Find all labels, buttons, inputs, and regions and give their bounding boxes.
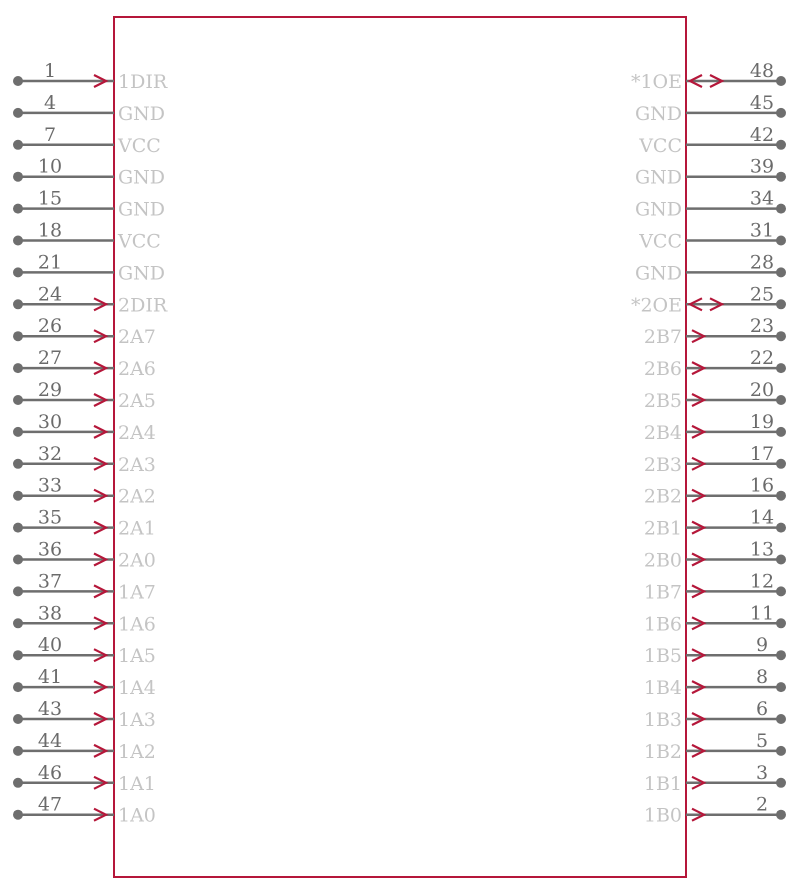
left-pin-38 [13,602,156,635]
pin-label: 1B5 [643,645,682,668]
right-pin-22 [644,347,786,380]
pin-label: 1B2 [643,740,682,763]
pin-endpoint-dot [13,586,23,596]
right-pin-28 [635,251,786,284]
pin-label: VCC [639,230,682,253]
right-pin-12 [644,570,786,603]
pin-label: VCC [118,230,161,253]
pin-number: 47 [37,793,63,816]
right-pin-9 [644,634,786,667]
pin-endpoint-dot [13,714,23,724]
right-pin-45 [635,92,786,125]
pin-label: GND [118,262,166,285]
pin-label: 2B2 [643,485,682,508]
left-pin-43 [13,698,156,731]
pin-endpoint-dot [13,172,23,182]
pin-endpoint-dot [776,236,786,246]
left-pin-27 [13,347,156,380]
right-pin-5 [644,730,786,763]
pin-number: 25 [749,283,775,306]
pin-label: 1A2 [118,740,156,763]
left-pin-35 [13,507,156,540]
pin-number: 33 [37,474,63,497]
pin-endpoint-dot [776,204,786,214]
pin-number: 31 [749,219,775,242]
left-pin-7 [13,124,161,157]
pin-number: 9 [755,634,769,657]
pin-number: 19 [749,410,775,433]
pin-endpoint-dot [13,76,23,86]
pin-number: 13 [749,538,775,561]
pin-number: 6 [755,698,769,720]
pin-endpoint-dot [13,204,23,214]
left-pin-21 [13,251,165,284]
pin-endpoint-dot [776,395,786,405]
pin-number: 23 [749,315,775,338]
pin-label: 1B4 [643,677,682,700]
pin-number: 39 [749,155,775,178]
pin-label: 2A7 [118,326,156,349]
pin-number: 26 [37,315,63,338]
pin-number: 18 [37,219,63,242]
pin-label: VCC [639,134,682,157]
pin-endpoint-dot [776,172,786,182]
right-pin-16 [644,475,786,508]
pin-number: 29 [37,379,63,401]
left-pin-1 [13,60,168,93]
pin-number: 41 [37,666,63,689]
pin-endpoint-dot [13,555,23,565]
pin-endpoint-dot [776,459,786,469]
pin-endpoint-dot [13,459,23,469]
pin-number: 7 [43,123,57,146]
pin-number: 21 [37,251,63,274]
pin-endpoint-dot [776,586,786,596]
pin-label: 1A6 [118,613,156,636]
pin-endpoint-dot [13,746,23,756]
pin-label: 1B1 [643,772,682,795]
right-pin-48 [631,60,786,93]
pin-number: 38 [37,602,63,625]
pin-number: 48 [749,60,775,82]
pin-label: 2A5 [118,390,156,412]
pin-endpoint-dot [776,810,786,820]
pin-endpoint-dot [776,267,786,277]
pin-number: 40 [37,634,63,657]
pin-endpoint-dot [776,714,786,724]
pin-number: 30 [37,410,63,433]
left-pin-26 [13,315,156,348]
right-pin-6 [644,698,786,731]
pin-label: GND [634,102,682,125]
right-pin-8 [644,666,786,699]
pin-label: *1OE [630,71,682,93]
pin-number: 28 [749,251,775,274]
pin-number: 14 [749,506,775,529]
pin-endpoint-dot [776,140,786,150]
left-pin-36 [13,539,156,572]
pin-endpoint-dot [13,299,23,309]
pin-endpoint-dot [776,555,786,565]
pin-number: 11 [749,602,775,625]
pin-number: 35 [37,506,63,529]
pin-label: 2B7 [643,326,682,349]
right-pin-3 [644,762,786,795]
pin-endpoint-dot [13,650,23,660]
pin-label: 2A0 [118,549,156,572]
left-pin-10 [13,156,165,189]
right-pin-11 [644,602,786,635]
pin-label: 2B3 [643,453,682,476]
pin-label: GND [118,198,166,221]
pin-label: 2B5 [643,390,682,412]
right-pin-20 [644,379,786,412]
right-pin-17 [644,443,786,476]
pin-endpoint-dot [776,746,786,756]
pin-label: GND [634,166,682,189]
pin-endpoint-dot [13,618,23,628]
pin-number: 32 [37,442,63,465]
pin-label: 1A5 [118,645,156,668]
right-pin-14 [644,507,786,540]
left-pin-46 [13,762,156,795]
pin-label: GND [634,262,682,285]
pin-number: 16 [749,474,775,497]
pin-endpoint-dot [776,618,786,628]
pin-label: 1B7 [643,581,682,604]
left-pin-4 [13,92,165,125]
pin-number: 5 [755,729,769,752]
pin-number: 15 [37,187,63,210]
pin-label: 2A6 [118,358,156,381]
pin-endpoint-dot [13,140,23,150]
pin-number: 12 [749,570,775,593]
pin-label: 1A0 [118,804,156,827]
pin-label: 2B0 [643,549,682,572]
right-pin-19 [644,411,786,444]
pin-endpoint-dot [776,682,786,692]
pin-endpoint-dot [13,236,23,246]
pin-number: 10 [37,155,63,178]
pin-endpoint-dot [13,682,23,692]
left-pin-44 [13,730,156,763]
pin-label: 2DIR [118,294,168,317]
left-pin-37 [13,570,156,603]
pin-number: 46 [37,761,63,784]
pin-endpoint-dot [776,523,786,533]
pin-endpoint-dot [776,331,786,341]
pin-endpoint-dot [776,491,786,501]
pin-number: 34 [749,187,775,210]
pin-endpoint-dot [13,523,23,533]
pin-number: 45 [749,91,775,114]
pin-number: 2 [755,793,769,816]
left-pin-32 [13,443,156,476]
right-pin-42 [638,124,786,157]
pin-label: *2OE [630,294,682,317]
right-pin-31 [638,220,786,253]
pin-endpoint-dot [13,778,23,788]
left-pin-47 [13,794,156,827]
pin-number: 8 [755,666,769,689]
pin-label: GND [634,198,682,221]
pin-endpoint-dot [13,491,23,501]
pin-number: 44 [37,729,63,752]
left-pin-29 [13,379,156,412]
left-pin-30 [13,411,156,444]
pin-label: 1B6 [643,613,682,636]
pin-number: 36 [37,538,63,561]
pin-endpoint-dot [776,76,786,86]
right-pin-23 [644,315,786,348]
pin-label: VCC [118,134,161,157]
right-pin-34 [635,188,786,221]
left-pin-column [13,60,168,827]
pin-endpoint-dot [776,778,786,788]
pin-label: 1A7 [118,581,156,604]
pin-endpoint-dot [776,427,786,437]
pin-number: 43 [37,698,63,720]
pin-label: 2B6 [643,358,682,381]
pin-endpoint-dot [13,427,23,437]
pin-number: 1 [43,60,57,82]
pin-endpoint-dot [776,299,786,309]
right-pin-2 [644,794,786,827]
pin-label: 1A1 [118,772,156,795]
left-pin-41 [13,666,156,699]
pin-number: 4 [43,91,57,114]
left-pin-40 [13,634,156,667]
pin-number: 22 [749,347,775,370]
pin-label: 1B0 [643,804,682,827]
right-pin-39 [635,156,786,189]
pin-endpoint-dot [776,650,786,660]
pin-label: 2B4 [643,421,682,444]
pin-label: 2A4 [118,421,156,444]
pin-label: GND [118,166,166,189]
pin-number: 20 [749,379,775,401]
left-pin-15 [13,188,165,221]
pin-endpoint-dot [13,810,23,820]
pin-number: 42 [749,123,775,146]
pin-number: 17 [749,442,775,465]
pin-number: 3 [755,761,769,784]
pin-endpoint-dot [13,267,23,277]
right-pin-column [631,60,786,827]
pin-label: 2A1 [118,517,156,540]
pin-number: 27 [37,347,63,370]
pin-endpoint-dot [776,108,786,118]
pin-label: 1B3 [643,709,682,731]
pin-label: 2B1 [643,517,682,540]
pin-label: 1A3 [118,709,156,731]
pin-endpoint-dot [13,395,23,405]
pin-number: 24 [37,283,63,306]
pin-label: GND [118,102,166,125]
ic-body-outline [114,17,686,877]
pin-endpoint-dot [776,363,786,373]
left-pin-18 [13,220,161,253]
right-pin-13 [644,539,786,572]
left-pin-24 [13,283,168,316]
pin-endpoint-dot [13,363,23,373]
pin-endpoint-dot [13,108,23,118]
pin-endpoint-dot [13,331,23,341]
right-pin-25 [631,283,786,316]
pin-label: 2A2 [118,485,156,508]
pin-number: 37 [37,570,63,593]
left-pin-33 [13,475,156,508]
pin-label: 1A4 [118,677,156,700]
pin-label: 2A3 [118,453,156,476]
pin-label: 1DIR [118,71,168,93]
